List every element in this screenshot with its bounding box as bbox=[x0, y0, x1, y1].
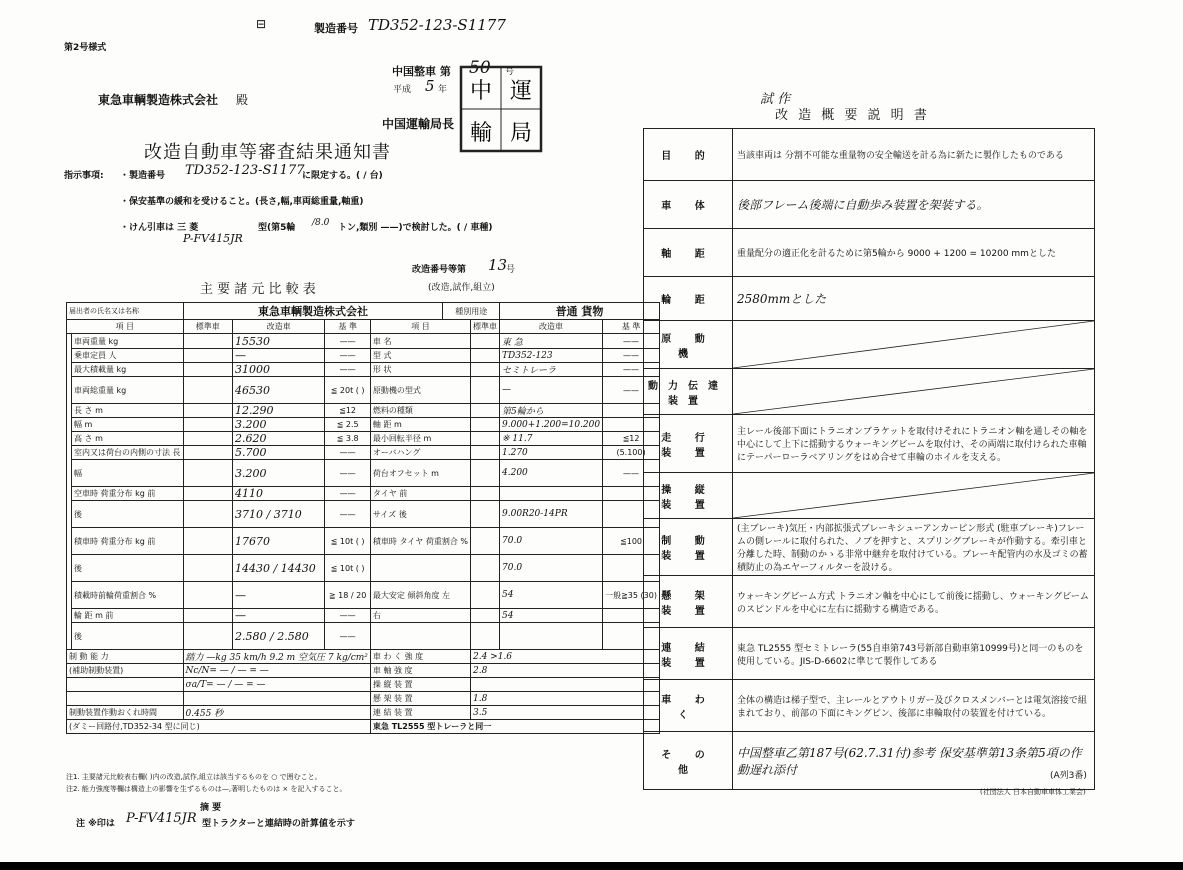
cell-base-2: 一般≧35 (30) bbox=[603, 582, 660, 609]
cell-base-2: (5.100) bbox=[603, 446, 660, 460]
cell-standard bbox=[183, 418, 233, 432]
perf-item-2: 車 軸 強 度 bbox=[370, 664, 470, 678]
summary-row bbox=[644, 415, 1095, 473]
table-row bbox=[67, 432, 660, 446]
cell-base: —— bbox=[325, 460, 371, 487]
cell-standard bbox=[183, 582, 233, 609]
perf-value-2: 1.8 bbox=[471, 692, 660, 706]
perf-row bbox=[67, 664, 660, 678]
cell-item: 後 bbox=[72, 555, 184, 582]
table-row bbox=[67, 349, 660, 363]
svg-text:中: 中 bbox=[469, 79, 493, 104]
cell-modified-2: — bbox=[500, 377, 603, 404]
col-header-3: 基 準 bbox=[325, 320, 371, 334]
ref-number: 50 bbox=[469, 58, 491, 78]
cell-base: ≦ 3.8 bbox=[325, 432, 371, 446]
table-row bbox=[67, 460, 660, 487]
cell-modified: — bbox=[233, 582, 325, 609]
cell-base: ≦ 10t ( ) bbox=[325, 528, 371, 555]
summary-row-label: 懸 架 装 置 bbox=[644, 576, 733, 628]
table-row bbox=[67, 623, 660, 650]
summary-row-content bbox=[733, 415, 1095, 473]
table-row bbox=[67, 404, 660, 418]
table-type-note: (改造,試作,組立) bbox=[428, 283, 495, 293]
col-header-1: 標準車 bbox=[183, 320, 233, 334]
cell-modified: — bbox=[233, 609, 325, 623]
table-row bbox=[67, 377, 660, 404]
issuer: 中国運輸局長 bbox=[382, 117, 455, 131]
summary-row-content bbox=[733, 628, 1095, 680]
cell-base-2: —— bbox=[603, 460, 660, 487]
perf-item-2: 車 わ く 強 度 bbox=[370, 650, 470, 664]
cell-modified-2: セミトレーラ bbox=[500, 363, 603, 377]
table-row bbox=[67, 609, 660, 623]
cell-standard bbox=[183, 501, 233, 528]
cell-item-2: 右 bbox=[370, 609, 470, 623]
cell-modified: 46530 bbox=[233, 377, 325, 404]
registration-suffix: 号 bbox=[506, 265, 516, 275]
publisher: (社団法人 日本自動車車体工業会) bbox=[980, 788, 1086, 796]
summary-row bbox=[644, 369, 1095, 415]
note-1: 注1. 主要諸元比較表右欄( )内の改造,試作,組立は該当するものを ○ で囲むこと。 bbox=[66, 773, 322, 781]
summary-row-label: 走 行 装 置 bbox=[644, 415, 733, 473]
coupler-note: 東急 TL2555 型トレーラと同一 bbox=[370, 720, 659, 734]
cell-item: 積車時 荷重分布 kg 前 bbox=[72, 528, 184, 555]
cell-modified-2: 9.00R20-14PR bbox=[500, 501, 603, 528]
instruction-1-value: TD352-123-S1177 bbox=[185, 163, 305, 178]
svg-text:輸: 輸 bbox=[469, 121, 493, 146]
instruction-1-suffix: に限定する。( / 台) bbox=[302, 171, 383, 181]
cell-standard-2 bbox=[471, 334, 500, 349]
instruction-3-prefix: ・けん引車は 三 菱 bbox=[120, 223, 199, 233]
summary-row-label: 車 わ く bbox=[644, 680, 733, 732]
cell-standard bbox=[183, 446, 233, 460]
summary-row-label: 原 動 機 bbox=[644, 321, 733, 369]
cell-standard bbox=[183, 623, 233, 650]
cell-item-2: 軸 距 m bbox=[370, 418, 470, 432]
summary-row-content bbox=[733, 229, 1095, 277]
cell-modified-2: 4.200 bbox=[500, 460, 603, 487]
perf-value-2 bbox=[471, 678, 660, 692]
cell-base-2: —— bbox=[603, 363, 660, 377]
use-label: 種別用途 bbox=[443, 303, 500, 320]
cell-item: 車両総重量 kg bbox=[72, 377, 184, 404]
summary-row-label: 目 的 bbox=[644, 129, 733, 181]
cell-base: —— bbox=[325, 623, 371, 650]
summary-row bbox=[644, 576, 1095, 628]
cell-item-2: オーバハング bbox=[370, 446, 470, 460]
instructions-label: 指示事項: bbox=[64, 171, 104, 181]
summary-row bbox=[644, 229, 1095, 277]
summary-row-text: ウォーキングビーム方式 トラニオン軸を中心にして前後に揺動し、ウォーキングビームのスピンドルを中心に左右に揺動する構造である。 bbox=[737, 591, 1089, 615]
perf-value-2: 2.4 >1.6 bbox=[471, 650, 660, 664]
cell-item-2: 燃料の種類 bbox=[370, 404, 470, 418]
modification-summary-table bbox=[643, 128, 1095, 790]
summary-row-label: 軸 距 bbox=[644, 229, 733, 277]
summary-row bbox=[644, 181, 1095, 229]
cell-standard bbox=[183, 334, 233, 349]
cell-item-2: サイズ 後 bbox=[370, 501, 470, 528]
perf-row bbox=[67, 650, 660, 664]
instruction-3-hand: P-FV415JR bbox=[183, 232, 243, 245]
summary-row-content bbox=[733, 129, 1095, 181]
cell-item: 長 さ m bbox=[72, 404, 184, 418]
instruction-3-rest: トン,類別 ——)で検討した。( / 車種) bbox=[338, 223, 493, 233]
cell-modified: 3.200 bbox=[233, 418, 325, 432]
perf-row bbox=[67, 706, 660, 720]
summary-row-label: 制 動 装 置 bbox=[644, 519, 733, 576]
instruction-2: ・保安基準の緩和を受けること。(長さ,幅,車両総重量,軸重) bbox=[120, 197, 364, 207]
cell-base: ≦ 10t ( ) bbox=[325, 555, 371, 582]
table-row bbox=[67, 487, 660, 501]
date-suffix: 年 bbox=[438, 85, 448, 95]
svg-text:運: 運 bbox=[509, 79, 533, 104]
summary-row-label: 車 体 bbox=[644, 181, 733, 229]
perf-value bbox=[183, 692, 370, 706]
right-title-hand: 試 作 bbox=[760, 92, 791, 107]
perf-value: 0.455 秒 bbox=[183, 706, 370, 720]
cell-base: ≦ 20t ( ) bbox=[325, 377, 371, 404]
cell-base: —— bbox=[325, 487, 371, 501]
cell-base: —— bbox=[325, 334, 371, 349]
cell-standard-2 bbox=[471, 555, 500, 582]
form-label: 第2号様式 bbox=[64, 43, 107, 53]
cell-item-2: 原動機の型式 bbox=[370, 377, 470, 404]
cell-modified: 15530 bbox=[233, 334, 325, 349]
perf-row bbox=[67, 692, 660, 706]
summary-row-content bbox=[733, 680, 1095, 732]
cell-item-2: 最大安定 傾斜角度 左 bbox=[370, 582, 470, 609]
cell-base: —— bbox=[325, 349, 371, 363]
cell-standard-2 bbox=[471, 487, 500, 501]
cell-item: 車両重量 kg bbox=[72, 334, 184, 349]
cell-item: 積載時前輪荷重割合 % bbox=[72, 582, 184, 609]
cell-standard-2 bbox=[471, 377, 500, 404]
remark-hand: P-FV415JR bbox=[126, 811, 197, 826]
perf-item-2: 懸 架 装 置 bbox=[370, 692, 470, 706]
table-row bbox=[67, 528, 660, 555]
serial-value: TD352-123-S1177 bbox=[368, 16, 506, 34]
summary-row-label: 連 結 装 置 bbox=[644, 628, 733, 680]
perf-item: (補助制動装置) bbox=[67, 664, 184, 678]
cell-modified: 4110 bbox=[233, 487, 325, 501]
cell-item-2 bbox=[370, 623, 470, 650]
cell-standard-2 bbox=[471, 404, 500, 418]
perf-item bbox=[67, 692, 184, 706]
cell-standard bbox=[183, 377, 233, 404]
notifier-value: 東急車輌製造株式会社 bbox=[183, 303, 443, 320]
cell-modified-2 bbox=[500, 623, 603, 650]
cell-modified: 17670 bbox=[233, 528, 325, 555]
cell-standard bbox=[183, 363, 233, 377]
perf-item-2: 連 結 装 置 bbox=[370, 706, 470, 720]
cell-modified: 2.580 / 2.580 bbox=[233, 623, 325, 650]
cell-standard bbox=[183, 460, 233, 487]
summary-row-text: (主ブレーキ)気圧・内部拡張式ブレーキシューアンカーピン形式 (駐車ブレーキ)フレームの側レールに取付られた、ノブを押すと、スプリングブレーキが作動する。牽引車と分離した時、制動のかゝる非常中継弁を取付けている。ブレーキ配管内の水及ゴミの蓄積防止の為エヤーフィルターを設ける。 bbox=[737, 524, 1088, 573]
instruction-3-load: /8.0 bbox=[312, 218, 330, 228]
cell-modified: 14430 / 14430 bbox=[233, 555, 325, 582]
summary-row-text: 重量配分の適正化を計るために第5輪から 9000 + 1200 = 10200 mmとした bbox=[737, 249, 1056, 259]
cell-base: —— bbox=[325, 446, 371, 460]
table-row bbox=[67, 555, 660, 582]
table-row bbox=[67, 501, 660, 528]
top-mark-icon: ⊟ bbox=[256, 17, 267, 31]
summary-row-label: 動力伝達装置 bbox=[644, 369, 733, 415]
cell-standard bbox=[183, 487, 233, 501]
brake-note: (ダミー回路付,TD352-34 型に同じ) bbox=[67, 720, 371, 734]
cell-item: 後 bbox=[72, 623, 184, 650]
table-row bbox=[67, 363, 660, 377]
cell-standard bbox=[183, 609, 233, 623]
cell-modified: 3.200 bbox=[233, 460, 325, 487]
table-row bbox=[67, 446, 660, 460]
cell-standard-2 bbox=[471, 528, 500, 555]
col-header-item: 項 目 bbox=[67, 320, 184, 334]
cell-item-2: 積車時 タイヤ 荷重割合 % bbox=[370, 528, 470, 555]
cell-base-2: ≦100 bbox=[603, 528, 660, 555]
spec-comparison-table bbox=[66, 302, 660, 734]
col-header-6: 改造車 bbox=[500, 320, 603, 334]
date-year: 5 bbox=[425, 77, 435, 95]
registration-label: 改造番号等第 bbox=[412, 265, 467, 275]
remark-rest: 型トラクターと連結時の計算値を示す bbox=[202, 819, 355, 829]
instruction-1-prefix: ・製造番号 bbox=[120, 171, 166, 181]
summary-row bbox=[644, 628, 1095, 680]
summary-row bbox=[644, 473, 1095, 519]
summary-row-label: そ の 他 bbox=[644, 732, 733, 790]
perf-item bbox=[67, 678, 184, 692]
table-title: 主 要 諸 元 比 較 表 bbox=[200, 282, 316, 297]
cell-modified-2: 54 bbox=[500, 582, 603, 609]
cell-base: —— bbox=[325, 609, 371, 623]
cell-modified-2: ※ 11.7 bbox=[500, 432, 603, 446]
cell-item: 最大積載量 kg bbox=[72, 363, 184, 377]
addressee-suffix: 殿 bbox=[236, 93, 249, 107]
cell-standard-2 bbox=[471, 623, 500, 650]
summary-row-content bbox=[733, 369, 1095, 415]
cell-modified-2 bbox=[500, 487, 603, 501]
cell-modified: 5.700 bbox=[233, 446, 325, 460]
date-prefix: 平成 bbox=[393, 85, 412, 95]
cell-base-2: ≦12 bbox=[603, 432, 660, 446]
cell-item: 室内又は荷台の内側の寸法 長 bbox=[72, 446, 184, 460]
cell-modified-2: 70.0 bbox=[500, 555, 603, 582]
cell-standard-2 bbox=[471, 446, 500, 460]
cell-standard bbox=[183, 432, 233, 446]
cell-standard bbox=[183, 555, 233, 582]
empty-slash-mark bbox=[733, 321, 1094, 368]
cell-standard bbox=[183, 404, 233, 418]
cell-modified: 31000 bbox=[233, 363, 325, 377]
document-title: 改造自動車等審査結果通知書 bbox=[144, 142, 391, 163]
perf-value: Nc/N= — / — = — bbox=[183, 664, 370, 678]
official-seal-stamp bbox=[458, 64, 544, 154]
summary-row bbox=[644, 321, 1095, 369]
summary-row-content bbox=[733, 732, 1095, 790]
cell-base: ≦ 2.5 bbox=[325, 418, 371, 432]
summary-row bbox=[644, 732, 1095, 790]
cell-standard-2 bbox=[471, 582, 500, 609]
cell-item: 幅 m bbox=[72, 418, 184, 432]
cell-modified: 3710 / 3710 bbox=[233, 501, 325, 528]
summary-row-text: 主レール後部下面にトラニオンブラケットを取付けそれにトラニオン軸を通しその軸を中心にして上下に揺動するウォーキングビームを取付け、その両端に取付けられた車軸にテーパーローラベアリングをはめ合せて車輪のホイルを支える。 bbox=[737, 427, 1088, 463]
cell-item-2: 荷台オフセット m bbox=[370, 460, 470, 487]
instruction-3-suffix: 型(第5輪 bbox=[258, 223, 296, 233]
summary-row-text: 2580mmとした bbox=[737, 292, 827, 306]
summary-row-content bbox=[733, 473, 1095, 519]
table-row bbox=[67, 418, 660, 432]
summary-row-content bbox=[733, 181, 1095, 229]
table-row bbox=[67, 582, 660, 609]
empty-slash-mark bbox=[733, 369, 1094, 414]
cell-modified-2: 54 bbox=[500, 609, 603, 623]
cell-modified: 2.620 bbox=[233, 432, 325, 446]
cell-modified-2: 1.270 bbox=[500, 446, 603, 460]
svg-text:局: 局 bbox=[509, 121, 533, 146]
cell-item-2 bbox=[370, 555, 470, 582]
summary-row bbox=[644, 277, 1095, 321]
cell-standard-2 bbox=[471, 418, 500, 432]
empty-slash-mark bbox=[733, 473, 1094, 518]
col-header-5: 標準車 bbox=[471, 320, 500, 334]
col-header-2: 改造車 bbox=[233, 320, 325, 334]
summary-row bbox=[644, 129, 1095, 181]
addressee: 東急車輌製造株式会社 bbox=[98, 93, 219, 107]
registration-number: 13 bbox=[488, 256, 508, 274]
remark: 注 ※印は bbox=[76, 819, 115, 829]
cell-item-2: タイヤ 前 bbox=[370, 487, 470, 501]
cell-base: —— bbox=[325, 501, 371, 528]
summary-row-content bbox=[733, 576, 1095, 628]
summary-row bbox=[644, 519, 1095, 576]
col-header-4: 項 目 bbox=[370, 320, 470, 334]
summary-row-label: 輪 距 bbox=[644, 277, 733, 321]
ref-suffix: 号 bbox=[505, 67, 515, 77]
cell-modified-2: 9.000+1.200=10.200 bbox=[500, 418, 603, 432]
perf-item: 制 動 能 力 bbox=[67, 650, 184, 664]
right-title: 改 造 概 要 説 明 書 bbox=[775, 108, 930, 123]
perf-row bbox=[67, 678, 660, 692]
col-header-7: 基 準 bbox=[603, 320, 660, 334]
summary-row-label: 操 縦 装 置 bbox=[644, 473, 733, 519]
summary-row-content bbox=[733, 277, 1095, 321]
spec-header-row bbox=[67, 320, 660, 334]
cell-item-2: 形 状 bbox=[370, 363, 470, 377]
cell-item-2: 型 式 bbox=[370, 349, 470, 363]
cell-item: 幅 bbox=[72, 460, 184, 487]
cell-base: —— bbox=[325, 363, 371, 377]
cell-item: 後 bbox=[72, 501, 184, 528]
cell-item-2: 最小回転半径 m bbox=[370, 432, 470, 446]
cell-item: 輪 距 m 前 bbox=[72, 609, 184, 623]
cell-base: ≧ 18 / 20 bbox=[325, 582, 371, 609]
remark-label: 摘 要 bbox=[200, 803, 222, 813]
cell-standard-2 bbox=[471, 501, 500, 528]
cell-standard-2 bbox=[471, 609, 500, 623]
ref-prefix: 中国整車 第 bbox=[392, 65, 451, 78]
table-row bbox=[67, 334, 660, 349]
notifier-row bbox=[67, 303, 660, 320]
cell-modified: — bbox=[233, 349, 325, 363]
cell-item: 空車時 荷重分布 kg 前 bbox=[72, 487, 184, 501]
cell-item-2: 車 名 bbox=[370, 334, 470, 349]
perf-item: 制動装置作動おくれ時間 bbox=[67, 706, 184, 720]
summary-row-text: 全体の構造は梯子型で、主レールとアウトリガー及びクロスメンバーとは電気溶接で組まれており、前部の下面にキングピン、後部に車輪取付の装置を付けている。 bbox=[737, 695, 1087, 719]
cell-modified-2: 70.0 bbox=[500, 528, 603, 555]
summary-row-text: 当該車両は 分割不可能な重量物の安全輸送を計る為に新たに製作したものである bbox=[737, 151, 1064, 161]
cell-standard bbox=[183, 528, 233, 555]
summary-row-content bbox=[733, 321, 1095, 369]
cell-base-2: —— bbox=[603, 349, 660, 363]
summary-row-text: 東急 TL2555 型セミトレーラ(55自車第743号新部自動車第10999号)と同一のものを使用している。JIS-D-6602に準じて製作してある bbox=[737, 643, 1084, 667]
perf-item-2: 操 縦 装 置 bbox=[370, 678, 470, 692]
perf-value-2: 2.8 bbox=[471, 664, 660, 678]
cell-modified-2: 東 急 bbox=[500, 334, 603, 349]
cell-standard-2 bbox=[471, 349, 500, 363]
note-row bbox=[67, 720, 660, 734]
cell-standard-2 bbox=[471, 460, 500, 487]
perf-value-2: 3.5 bbox=[471, 706, 660, 720]
cell-item: 高 さ m bbox=[72, 432, 184, 446]
perf-value: σa/T= — / — = — bbox=[183, 678, 370, 692]
summary-row-text: 中国整車乙第187号(62.7.31付)参考 保安基準第13条第5項の作動遅れ添付 bbox=[737, 745, 1082, 777]
notifier-label: 届出者の氏名又は名称 bbox=[67, 303, 184, 320]
use-value: 普通 貨物 bbox=[500, 303, 660, 320]
summary-row bbox=[644, 680, 1095, 732]
cell-item: 乗車定員 人 bbox=[72, 349, 184, 363]
cell-modified: 12.290 bbox=[233, 404, 325, 418]
serial-label: 製造番号 bbox=[314, 22, 358, 35]
summary-row-content bbox=[733, 519, 1095, 576]
cell-standard-2 bbox=[471, 363, 500, 377]
cell-standard-2 bbox=[471, 432, 500, 446]
cell-modified-2: 第5輪から bbox=[500, 404, 603, 418]
cell-standard bbox=[183, 349, 233, 363]
summary-row-text: 後部フレーム後端に自動歩み装置を架装する。 bbox=[737, 198, 989, 212]
cell-base-2: —— bbox=[603, 377, 660, 404]
cell-modified-2: TD352-123 bbox=[500, 349, 603, 363]
page-mark: (A列3番) bbox=[1050, 771, 1087, 781]
perf-value: 踏力 —kg 35 km/h 9.2 m 空気圧 7 kg/cm² bbox=[183, 650, 370, 664]
note-2: 注2. 能力強度等欄は構造上の影響を生ずるものは—,著明したものは × を記入すること。 bbox=[66, 785, 347, 793]
cell-base-2: —— bbox=[603, 334, 660, 349]
cell-base: ≦12 bbox=[325, 404, 371, 418]
